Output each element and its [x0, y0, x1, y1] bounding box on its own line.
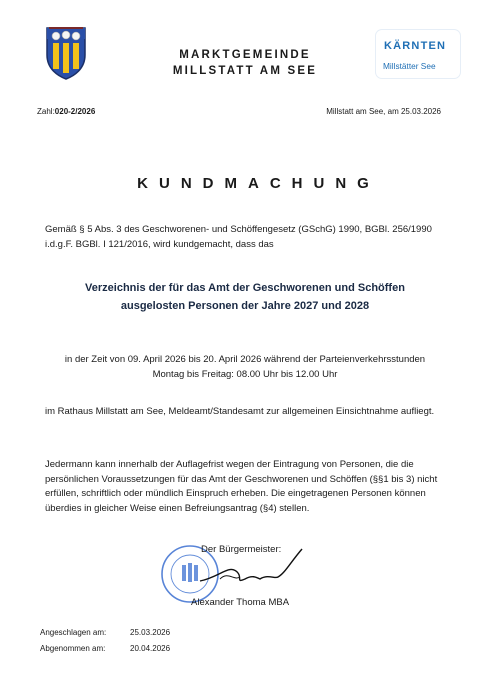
place-and-date: Millstatt am See, am 25.03.2026: [326, 107, 441, 116]
municipality-name: [130, 47, 360, 79]
removed-value: 20.04.2026: [130, 644, 171, 653]
municipality-line-1: MARKTGEMEINDE: [179, 49, 311, 61]
brand-subtitle: Millstätter See: [383, 61, 436, 71]
reference-number-value: 020-2/2026: [54, 107, 96, 116]
register-heading: [45, 279, 445, 315]
posted-date-row: [40, 628, 171, 637]
location-paragraph: im Rathaus Millstatt am See, Meldeamt/Standesamt zur allgemeinen Einsichtnahme aufliegt.: [45, 406, 435, 417]
register-heading-line-1: Verzeichnis der für das Amt der Geschworenen und Schöffen: [85, 282, 405, 294]
municipality-line-2: MILLSTATT AM SEE: [172, 65, 318, 77]
inspection-period: [45, 352, 445, 382]
reference-number-label: Zahl:: [37, 107, 55, 116]
municipal-coat-of-arms: [44, 25, 88, 81]
intro-paragraph: Gemäß § 5 Abs. 3 des Geschworenen- und Schöffengesetz (GSchG) 1990, BGBl. 256/1990 i.d.g.F. BGBl. I 121/2016, wird kundgemacht, dass das: [45, 224, 432, 250]
brand-name: KÄRNTEN: [384, 40, 447, 52]
region-brand-logo: [376, 30, 460, 78]
removed-label: Abgenommen am:: [40, 644, 106, 653]
register-heading-line-2: ausgelosten Personen der Jahre 2027 und 2028: [120, 300, 370, 312]
inspection-period-line-1: in der Zeit von 09. April 2026 bis 20. April 2026 während der Parteienverkehrsstunden: [64, 354, 426, 365]
inspection-period-line-2: Montag bis Freitag: 08.00 Uhr bis 12.00 Uhr: [152, 369, 338, 380]
reference-number: [37, 107, 95, 116]
signatory-role: Der Bürgermeister:: [201, 544, 282, 555]
posted-value: 25.03.2026: [130, 628, 171, 637]
objection-paragraph: Jedermann kann innerhalb der Auflagefrist wegen der Eintragung von Personen, die die persönlichen Voraussetzungen für das Amt der Geschworenen und Schöffen (§§1 bis 3) nicht erfüllen, schriftlich oder mündlich Einspruch erheben. Die eingetragenen Personen können überdies in gleicher Weise einen Befreiungsantrag (§4) stellen.: [45, 459, 438, 514]
posted-label: Angeschlagen am:: [40, 628, 107, 637]
removed-date-row: [40, 644, 171, 653]
document-title: KUNDMACHUNG: [137, 175, 380, 192]
signatory-name: Alexander Thoma MBA: [191, 597, 290, 608]
